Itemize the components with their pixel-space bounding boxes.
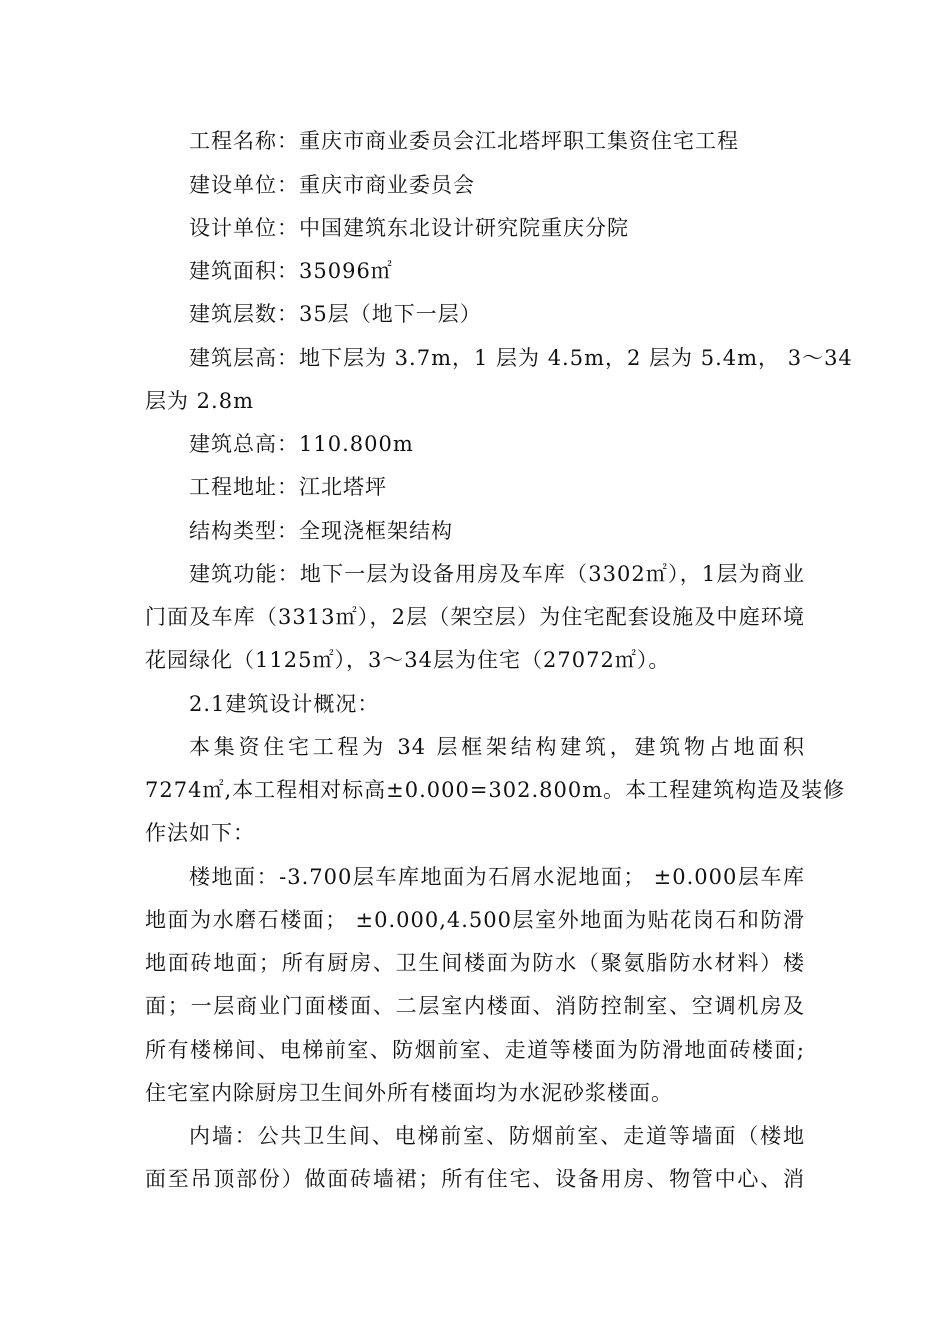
building-area-line: 建筑面积：35096㎡ bbox=[189, 259, 393, 283]
section-heading: 2.1建筑设计概况： bbox=[189, 692, 380, 716]
total-height-line: 建筑总高：110.800m bbox=[189, 432, 414, 456]
wall-paragraph-line-2: 面至吊顶部份）做面砖墙裙；所有住宅、设备用房、物管中心、消 bbox=[145, 1167, 805, 1191]
building-function-line-2: 门面及车库（3313㎡），2层（架空层）为住宅配套设施及中庭环境 bbox=[145, 605, 805, 629]
floor-paragraph-line-5: 所有楼梯间、电梯前室、防烟前室、走道等楼面为防滑地面砖楼面; bbox=[145, 1038, 805, 1062]
floor-height-line-cont: 层为 2.8m bbox=[145, 389, 254, 413]
overview-paragraph-line-2: 7274㎡,本工程相对标高±0.000=302.800m。本工程建筑构造及装修 bbox=[145, 778, 846, 802]
floor-paragraph-line-6: 住宅室内除厨房卫生间外所有楼面均为水泥砂浆楼面。 bbox=[145, 1081, 673, 1105]
overview-paragraph-line-1: 本集资住宅工程为 34 层框架结构建筑，建筑物占地面积 bbox=[189, 735, 805, 759]
wall-paragraph-line-1: 内墙：公共卫生间、电梯前室、防烟前室、走道等墙面（楼地 bbox=[189, 1124, 805, 1148]
building-function-line-3: 花园绿化（1125㎡），3～34层为住宅（27072㎡）。 bbox=[145, 648, 671, 672]
building-function-line: 建筑功能：地下一层为设备用房及车库（3302㎡），1层为商业 bbox=[189, 562, 805, 586]
project-address-line: 工程地址：江北塔坪 bbox=[189, 475, 387, 499]
floor-paragraph-line-4: 面；一层商业门面楼面、二层室内楼面、消防控制室、空调机房及 bbox=[145, 994, 805, 1018]
floor-paragraph-line-2: 地面为水磨石楼面； ±0.000,4.500层室外地面为贴花岗石和防滑 bbox=[145, 908, 805, 932]
design-unit-line: 设计单位：中国建筑东北设计研究院重庆分院 bbox=[189, 216, 629, 240]
building-floors-line: 建筑层数：35层（地下一层） bbox=[189, 302, 482, 326]
floor-height-line: 建筑层高：地下层为 3.7m，1 层为 4.5m，2 层为 5.4m， 3～34 bbox=[189, 346, 853, 370]
construction-unit-line: 建设单位：重庆市商业委员会 bbox=[189, 173, 475, 197]
structure-type-line: 结构类型：全现浇框架结构 bbox=[189, 519, 453, 543]
project-name-line: 工程名称：重庆市商业委员会江北塔坪职工集资住宅工程 bbox=[189, 129, 739, 153]
overview-paragraph-line-3: 作法如下： bbox=[145, 821, 255, 845]
floor-paragraph-line-3: 地面砖地面；所有厨房、卫生间楼面为防水（聚氨脂防水材料）楼 bbox=[145, 951, 805, 975]
floor-paragraph-line-1: 楼地面：-3.700层车库地面为石屑水泥地面； ±0.000层车库 bbox=[189, 865, 805, 889]
